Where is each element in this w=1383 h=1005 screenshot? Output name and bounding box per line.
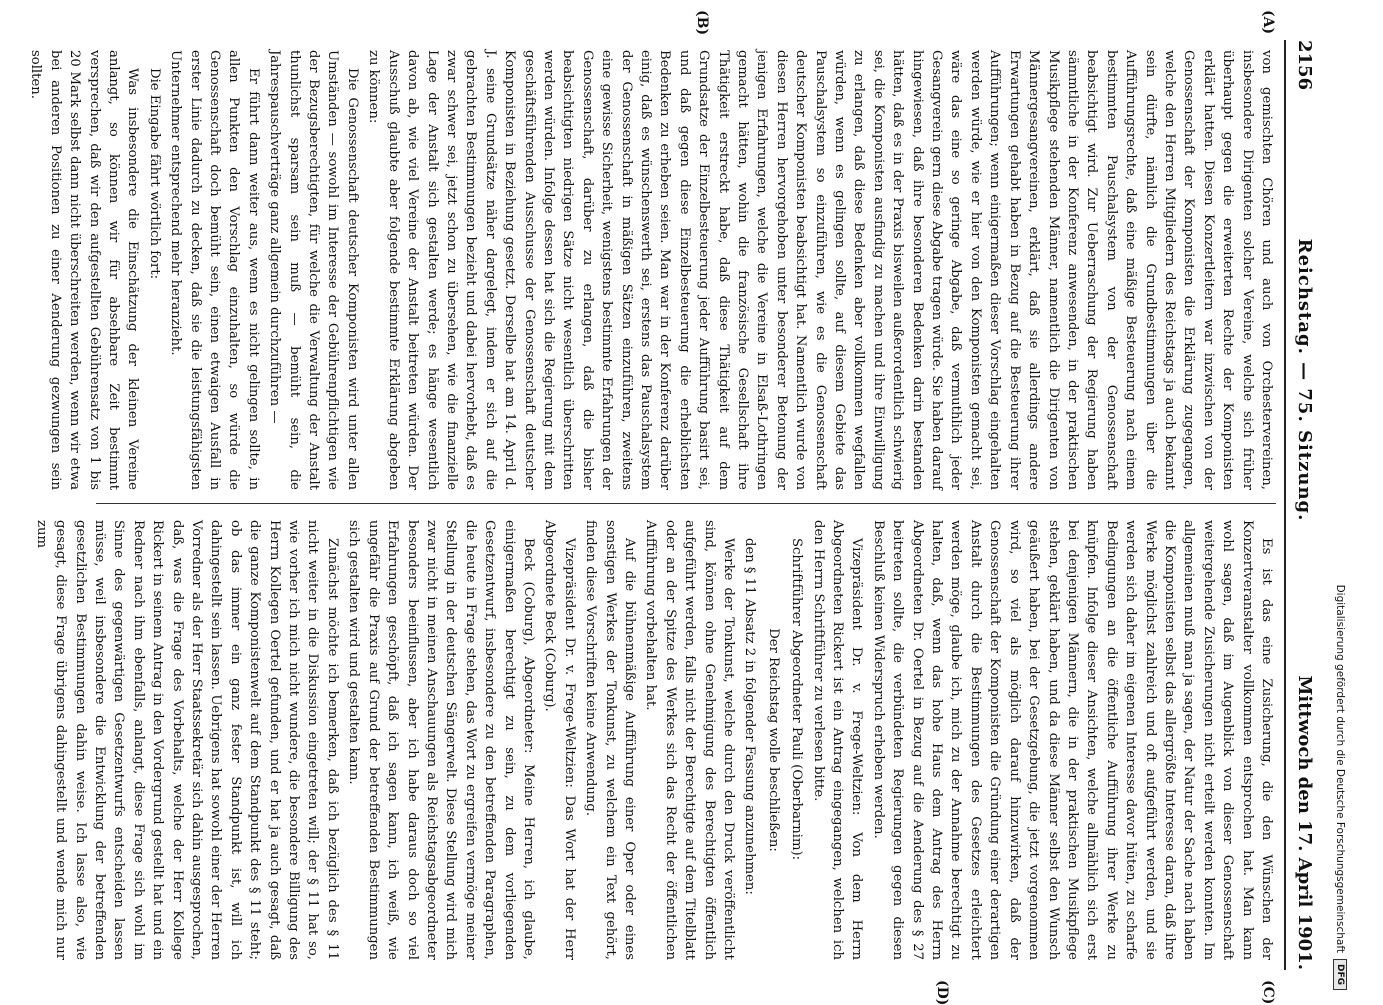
paragraph: Beck (Coburg), Abgeordneter: Meine Herren, ich glaube, einigermaßen berechtigt zu sein, zu dem vorliegenden Gesetzentwurf, insbesondere zu den betreffenden Paragraphen, die heute in Frage stehen, das Wort zu ergreifen vermöge meiner Stellung in der deutschen Sängerwelt. Diese Stellung wird mich zwar nicht in meinen Anschauungen als Reichstagsabgeordneter besonders beeinflussen, aber ich habe daraus doch so viel Erfahrungen geschöpft, daß ich sagen kann, ich weiß, wie ungefähr die Praxis auf Grund der betreffenden Bestimmungen sich gestalten wird und gestalten kann.: [346, 520, 536, 960]
column-divider: [96, 503, 1276, 504]
paragraph: Zunächst möchte ich bemerken, daß ich bezüglich des § 11 nicht weiter in die Diskussion eingetreten will; der § 11 hat so, wie vorher ich mich nicht wundere, die besondere Billigung des Herrn Kollegen Oertel gefunden, und er hat ja auch gesagt, daß die ganze Komponistenwelt auf dem Standpunkt des § 11 steht; ob das immer ein ganz fester Standpunkt ist, will ich dahingestellt sein lassen. Uebrigens hat sowohl einer der Herren Vorredner als der Herr Staatssekretär sich dahin ausgesprochen, daß, was die Frage des Vorbehalts, welche der Herr Kollege Rickert in seinem Antrag in den Vordergrund gestellt hat und ein Redner nach ihm ebenfalls, anlangt, diese Frage sich wohl im Sinne des gegenwärtigen Gesetzentwurfs entscheiden lassen müsse, weil insbesondere die Entwicklung der betreffenden gesetzlichen Bestimmungen dahin weise. Ich lasse also, wie gesagt, diese Frage übrigens dahingestellt und wende mich nur zum: [33, 520, 340, 960]
running-head: [1290, 40, 1320, 970]
digitization-credit: [1328, 30, 1352, 990]
credit-text: Digitalisierung gefördert durch die Deutsche Forschungsgemeinschaft: [1334, 584, 1346, 953]
paragraph: Die Genossenschaft deutscher Komponisten wird unter allen Umständen — sowohl im Interesse der Gebührenpflichtigen wie der Bezugsberechtigten, für welche die Verwaltung der Anstalt thunlichst sparsam sein muß — bemüht sein, die Jahrespauschverträge ganz allgemein durchzuführen —: [267, 50, 360, 490]
paragraph: Er führt dann weiter aus, wenn es nicht gelingen sollte, in allen Punkten den Vorschlag einzuhalten, so würde die Genossenschaft doch bemüht sein, einen etwaigen Ausfall in erster Linie dadurch zu decken, daß sie die leistungsfähigsten Unternehmer entsprechend mehr heranzieht.: [168, 50, 261, 490]
paragraph: Was insbesondere die Einschätzung der kleinen Vereine anlangt, so können wir für absehbare Zeit bestimmt versprechen, daß wir den aufgestellten Gebührensatz von 1 bis 20 Mark selbst dann nicht überschreiten werden, wenn wir etwa bei anderen Positionen zu einer Aenderung gezwungen sein sollten.: [28, 50, 141, 490]
paragraph: Der Reichstag wolle beschließen:: [765, 628, 781, 852]
paragraph: den § 11 Absatz 2 in folgender Fassung anzunehmen:: [742, 538, 758, 895]
paragraph: Schriftführer Abgeordneter Pauli (Oberbarnim):: [789, 538, 805, 861]
paragraph: Es ist das eine Zusicherung, die den Wünschen der Konzertveranstalter vollkommen entsprochen hat. Man kann wohl sagen, daß im Augenblick von dieser Genossenschaft weitergehende Zusicherungen nicht erteilt werden konnten. Im allgemeinen muß man ja sagen, der Natur der Sache nach haben die Komponisten selbst das allergrößte Interesse daran, daß ihre Werke möglichst zahlreich und oft aufgeführt werden, und sie werden sich daher im eigenen Interesse davor hüten, zu scharfe Bedingungen an die öffentliche Aufführung ihrer Werke zu knüpfen. Infolge dieser Ansichten, welche allmählich sich erst bei denjenigen Männern, die in der praktischen Musikpflege stehen, geklärt haben, und da diese Männer selbst den Wunsch geäußert haben, bei der Gesetzgebung, die jetzt vorgenommen wird, so viel als möglich darauf hinzuwirken, daß der Genossenschaft der Komponisten die Gründung einer derartigen Anstalt durch die Bestimmungen des Gesetzes erleichtert werden möge, glaube ich, mich zu der Annahme berechtigt zu halten, daß, wenn das hohe Haus dem Antrag des Herrn Abgeordneten Dr. Oertel in Bezug auf die Aenderung des § 27 beitreten sollte, die verbündeten Regierungen gegen diesen Beschluß keinen Widerspruch erheben werden.: [870, 520, 1274, 960]
paragraph: Vizepräsident Dr. v. Frege-Weltzien: Das Wort hat der Herr Abgeordnete Beck (Coburg).: [542, 520, 577, 960]
rotated-page-content: [28, 10, 1320, 1005]
left-column: [28, 50, 1276, 490]
page-number: 2156: [1294, 40, 1316, 91]
margin-mark-a: (A): [1260, 10, 1276, 35]
paragraph: Die Eingabe fährt wörtlich fort:: [146, 68, 162, 280]
paragraph: Vizepräsident Dr. v. Frege-Weltzien: Von dem Herrn Abgeordneten Rickert ist ein Antrag eingegangen, welchen ich den Herrn Schriftführer zu verlesen bitte.: [810, 520, 865, 960]
header-rule: [1284, 40, 1286, 970]
margin-mark-b: (B): [694, 10, 710, 36]
paragraph: von gemischten Chören und auch von Orchestervereinen, insbesondere Dirigenten solcher Vereine, welche sich früher überhaupt gegen die erweiterten Rechte der Komponisten erklärt hatten. Diesen Konzertleitern war inzwischen von der Genossenschaft der Komponisten die Erklärung zugegangen, welche den Herren Mitgliedern des Reichstags ja auch bekannt sein dürfte, nämlich die Grundbestimmungen über die Aufführungsrechte, daß eine mäßige Besteuerung nach einem bestimmten Pauschalsystem von der Genossenschaft beabsichtigt wird. Zur Ueberraschung der Regierung haben sämmtliche in der Konferenz anwesenden, in der praktischen Musikpflege stehenden Männer, namentlich die Dirigenten von Männergesangvereinen, erklärt, daß sie allerdings andere Erwartungen gehabt haben in Bezug auf die Besteuerung ihrer Aufführungen; wenn einigermaßen dieser Vorschlag eingehalten werden würde, wie er hier von den Komponisten gemacht sei, wäre das eine so geringe Abgabe, daß vermuthlich jeder Gesangverein gern diese Abgabe tragen würde. Sie haben darauf hingewiesen, daß ihre besonderen Bedenken darin bestanden hätten, daß es in der Praxis bisweilen außerordentlich schwierig sei, die Komponisten ausfindig zu machen und ihre Einwilligung zu erlangen, daß diese Bedenken aber vollkommen wegfallen würden, wenn es gelingen sollte, auf diesem Gebiete das Pauschalsystem so einzuführen, wie es die Genossenschaft deutscher Komponisten beabsichtigt hat. Namentlich wurde von diesen Herren hervorgehoben unter besonderer Betonung der jenigen Erfahrungen, welche die Vereine in Elsaß-Lothringen gemacht hätten, wohin die französische Gesellschaft ihre Thätigkeit erstreckt habe, daß diese Thätigkeit auf dem Grundsatze der Einzelbesteuerung jeder Aufführung basirt sei, und daß gegen diese Einzelbesteuerung die erheblichsten Bedenken zu erheben seien. Man war in der Konferenz darüber einig, daß es wünschenswerth sei, erstens das Pauschalsystem der Genossenschaft in mäßigen Sätzen einzuführen, zweitens eine gewisse Sicherheit, wenigstens bestimmte Erfahrungen der Genossenschaft, darüber zu erlangen, daß die bisher beabsichtigten niedrigen Sätze nicht wesentlich überschritten werden würden. Infolge dessen hat sich die Regierung mit dem geschäftsführenden Ausschusse der Genossenschaft deutscher Komponisten in Beziehung gesetzt. Derselbe hat am 14. April d. J. seine Grundsätze näher dargelegt, indem er sich auf die gebrachten Bestimmungen bezieht und dabei hervorhebt, daß es zwar schwer sei, jetzt schon zu übersehen, wie die finanzielle Lage der Anstalt sich gestalten werde; es hänge wesentlich davon ab, wie viel Vereine der Anstalt beitreten würden. Der Ausschuß glaubte aber folgende bestimmte Erklärung abgeben zu können:: [366, 50, 1274, 490]
paragraph: Auf die bühnenmäßige Aufführung einer Oper oder eines sonstigen Werkes der Tonkunst, zu welchem ein Text gehört, finden diese Vorschriften keine Anwendung.: [583, 520, 637, 960]
right-column: [33, 520, 1276, 960]
paragraph: Werke der Tonkunst, welche durch den Druck veröffentlicht sind, können ohne Genehmigung des Berechtigten öffentlich aufgeführt werden, falls nicht der Berechtigte auf dem Titelblatt oder an der Spitze des Werkes sich das Recht der öffentlichen Aufführung vorbehalten hat.: [643, 520, 737, 960]
margin-mark-d: (D): [934, 980, 950, 1005]
margin-mark-c: (C): [1260, 980, 1276, 1005]
session-title: Reichstag. — 75. Sitzung.: [1294, 238, 1316, 522]
dfg-logo: DFG: [1333, 959, 1347, 990]
session-date: Mittwoch den 17. April 1901.: [1294, 675, 1316, 970]
